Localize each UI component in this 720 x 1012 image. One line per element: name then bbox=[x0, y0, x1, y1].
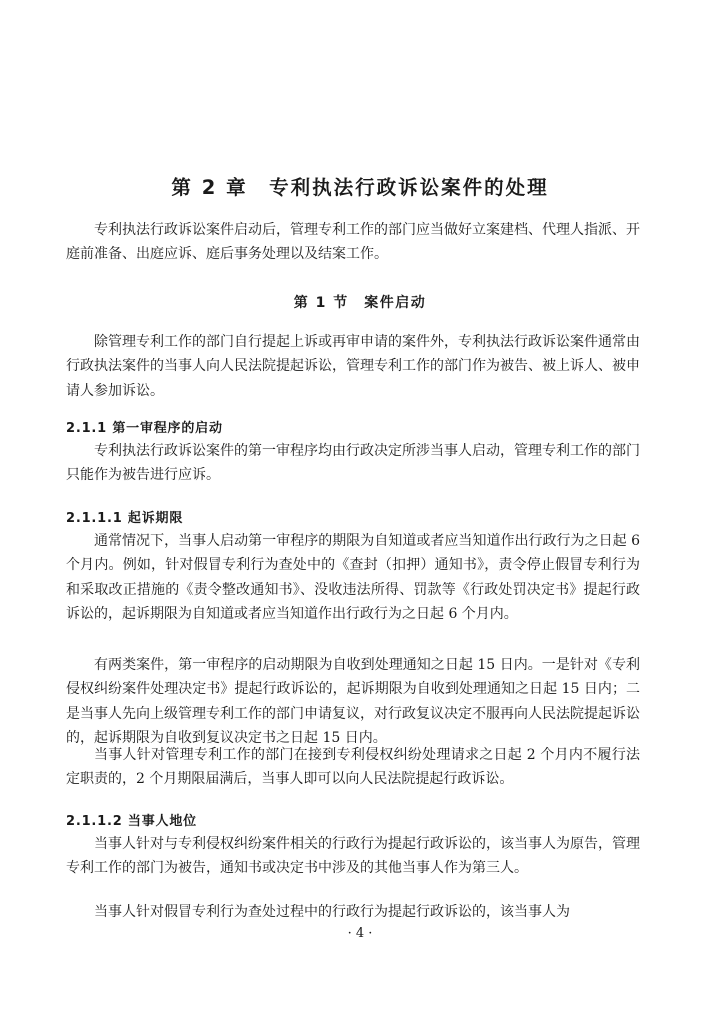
paragraph-2-1-1-1-a: 通常情况下，当事人启动第一审程序的期限为自知道或者应当知道作出行政行为之日起 6 个月内。例如，针对假冒专利行为查处中的《查封（扣押）通知书》，责令停止假冒专利行为和采取改正措施的《责令整改通知书》、没收违法所得、罚款等《行政处罚决定书》提起行政诉讼的，起诉期限为自知道或者应当知道作出行政行为之日起 6 个月内。 bbox=[66, 533, 640, 622]
paragraph-2-1-1-1-b: 有两类案件，第一审程序的启动期限为自收到处理通知之日起 15 日内。一是针对《专利侵权纠纷案件处理决定书》提起行政诉讼的，起诉期限为自收到处理通知之日起 15 日内；二是当事人先向上级管理专利工作的部门申请复议，对行政复议决定不服再向人民法院提起诉讼的，起诉期限为自收到复议决定书之日起 15 日内。 bbox=[66, 657, 640, 746]
paragraph-2-1-1-2-b: 当事人针对假冒专利行为查处过程中的行政行为提起行政诉讼的，该当事人为 bbox=[94, 904, 570, 920]
section-intro-paragraph: 除管理专利工作的部门自行提起上诉或再审申请的案件外，专利执法行政诉讼案件通常由行政执法案件的当事人向人民法院提起诉讼，管理专利工作的部门作为被告、被上诉人、被申请人参加诉讼。 bbox=[66, 334, 640, 399]
heading-2-1-1-2: 2.1.1.2 当事人地位 bbox=[66, 814, 197, 829]
page-number: · 4 · bbox=[347, 926, 373, 941]
chapter-title: 第 2 章 专利执法行政诉讼案件的处理 bbox=[171, 176, 549, 199]
section-title: 第 1 节 案件启动 bbox=[293, 295, 427, 311]
chapter-intro-paragraph: 专利执法行政诉讼案件启动后，管理专利工作的部门应当做好立案建档、代理人指派、开庭前准备、出庭应诉、庭后事务处理以及结案工作。 bbox=[66, 222, 640, 263]
heading-2-1-1-1: 2.1.1.1 起诉期限 bbox=[66, 511, 184, 526]
paragraph-2-1-1: 专利执法行政诉讼案件的第一审程序均由行政决定所涉当事人启动，管理专利工作的部门只能作为被告进行应诉。 bbox=[66, 443, 640, 484]
paragraph-2-1-1-1-c: 当事人针对管理专利工作的部门在接到专利侵权纠纷处理请求之日起 2 个月内不履行法定职责的，2 个月期限届满后，当事人即可以向人民法院提起行政诉讼。 bbox=[66, 747, 640, 788]
paragraph-2-1-1-2-a: 当事人针对与专利侵权纠纷案件相关的行政行为提起行政诉讼的，该当事人为原告，管理专利工作的部门为被告，通知书或决定书中涉及的其他当事人作为第三人。 bbox=[66, 836, 640, 877]
heading-2-1-1: 2.1.1 第一审程序的启动 bbox=[66, 421, 223, 436]
